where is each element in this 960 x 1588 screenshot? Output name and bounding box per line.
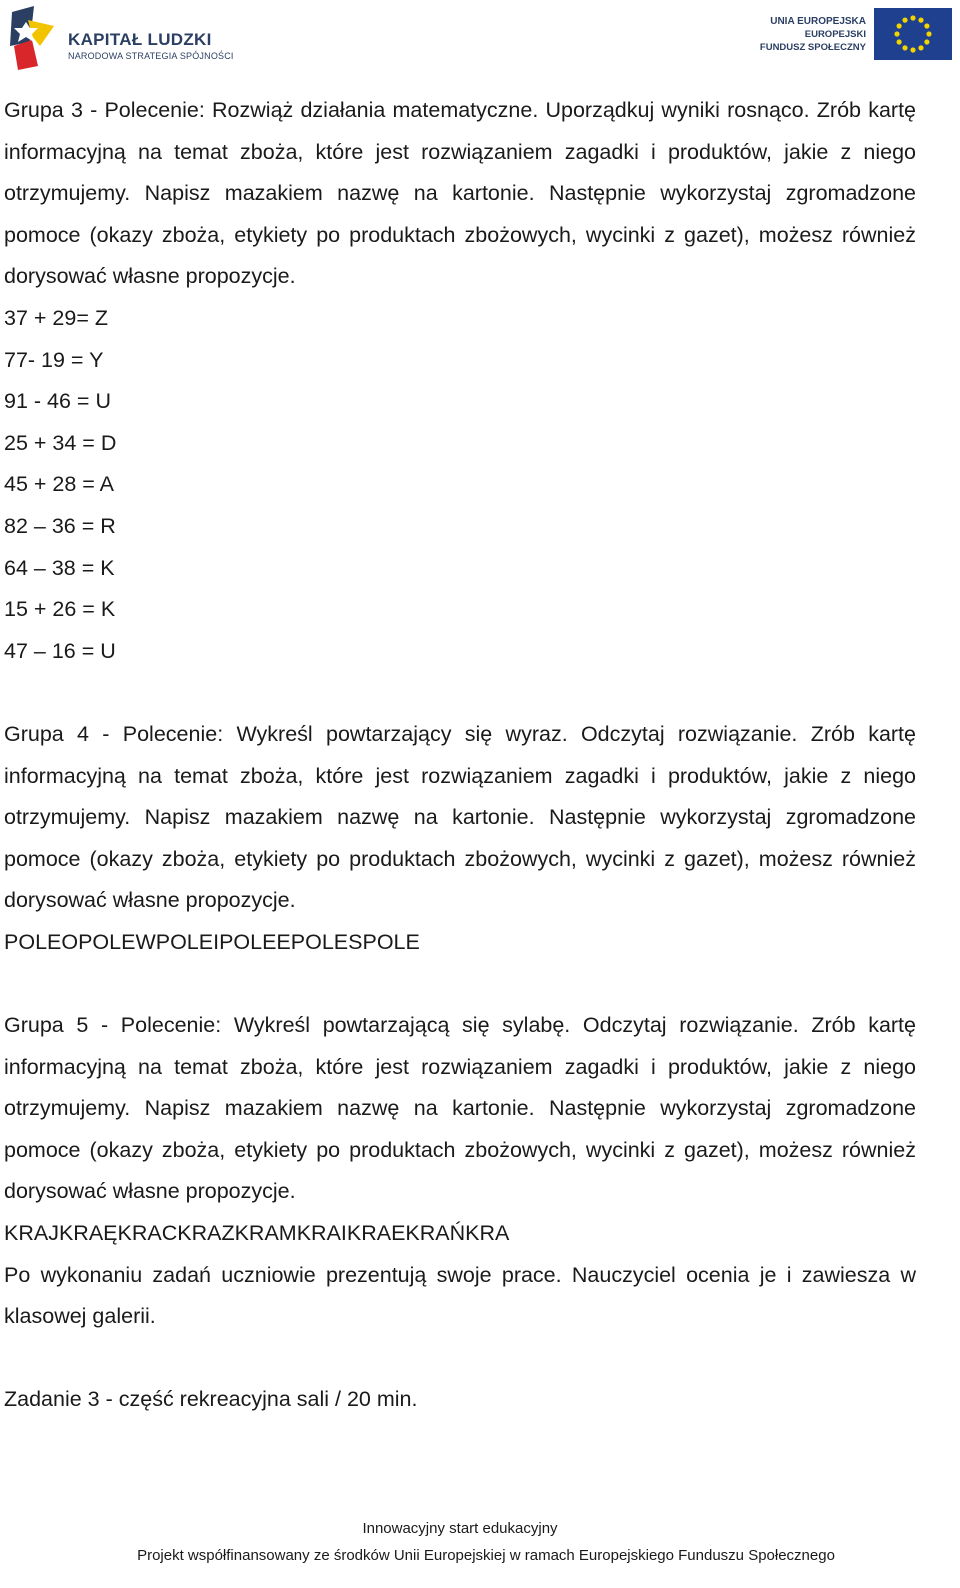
footer-funding-note: Projekt współfinansowany ze środków Unii Europejskiej w ramach Europejskiego Funduszu Społecznego bbox=[137, 1547, 835, 1564]
task3-heading: Zadanie 3 - część rekreacyjna sali / 20 min. bbox=[4, 1387, 418, 1412]
group3-equations bbox=[4, 298, 916, 672]
kapital-ludzki-emblem-icon bbox=[8, 6, 56, 72]
equation-line: 82 – 36 = R bbox=[4, 513, 116, 538]
eu-flag-icon bbox=[874, 8, 952, 60]
equation-line: 77- 19 = Y bbox=[4, 347, 104, 372]
equation-line: 91 - 46 = U bbox=[4, 389, 111, 414]
page-header bbox=[0, 0, 960, 80]
eu-line1: UNIA EUROPEJSKA bbox=[770, 16, 866, 27]
kapital-ludzki-subtitle: NARODOWA STRATEGIA SPÓJNOŚCI bbox=[68, 51, 234, 61]
kapital-ludzki-title: KAPITAŁ LUDZKI bbox=[68, 30, 212, 49]
equation-line: 15 + 26 = K bbox=[4, 597, 116, 622]
group5-puzzle: KRAJKRAĘKRACKRAZKRAMKRAIKRAEKRAŃKRA bbox=[4, 1221, 510, 1246]
spacer bbox=[4, 672, 916, 714]
group4-instruction: Grupa 4 - Polecenie: Wykreśl powtarzający się wyraz. Odczytaj rozwiązanie. Zrób kartę informacyjną na temat zboża, które jest rozwiązaniem zagadki i produktów, jakie z niego otrzymujemy. Napisz mazakiem nazwę na kartonie. Następnie wykorzystaj zgromadzone pomoce (okazy zboża, etykiety po produktach zbożowych, wycinki z gazet), możesz również dorysować własne propozycje. bbox=[4, 721, 916, 913]
kapital-ludzki-logo bbox=[8, 6, 238, 72]
document-body bbox=[4, 90, 916, 1421]
spacer bbox=[4, 1338, 916, 1380]
eu-line2: EUROPEJSKI bbox=[804, 29, 866, 40]
group3-instruction: Grupa 3 - Polecenie: Rozwiąż działania matematyczne. Uporządkuj wyniki rosnąco. Zrób kartę informacyjną na temat zboża, które jest rozwiązaniem zagadki i produktów, jakie z niego otrzymujemy. Napisz mazakiem nazwę na kartonie. Następnie wykorzystaj zgromadzone pomoce (okazy zboża, etykiety po produktach zbożowych, wycinki z gazet), możesz również dorysować własne propozycje. bbox=[4, 98, 916, 289]
eu-line3: FUNDUSZ SPOŁECZNY bbox=[759, 42, 866, 53]
eu-logo-text bbox=[760, 15, 866, 54]
equation-line: 47 – 16 = U bbox=[4, 638, 116, 663]
equation-line: 37 + 29= Z bbox=[4, 305, 108, 330]
spacer bbox=[4, 963, 916, 1005]
footer-project-name: Innowacyjny start edukacyjny bbox=[362, 1520, 558, 1537]
group4-puzzle: POLEOPOLEWPOLEIPOLEEPOLESPOLE bbox=[4, 929, 420, 954]
equation-line: 25 + 34 = D bbox=[4, 430, 117, 455]
equation-line: 64 – 38 = K bbox=[4, 555, 115, 580]
equation-line: 45 + 28 = A bbox=[4, 472, 114, 497]
closing-paragraph: Po wykonaniu zadań uczniowie prezentują swoje prace. Nauczyciel ocenia je i zawiesza w klasowej galerii. bbox=[4, 1262, 916, 1329]
group5-instruction: Grupa 5 - Polecenie: Wykreśl powtarzającą się sylabę. Odczytaj rozwiązanie. Zrób kartę informacyjną na temat zboża, które jest rozwiązaniem zagadki i produktów, jakie z niego otrzymujemy. Napisz mazakiem nazwę na kartonie. Następnie wykorzystaj zgromadzone pomoce (okazy zboża, etykiety po produktach zbożowych, wycinki z gazet), możesz również dorysować własne propozycje. bbox=[4, 1013, 916, 1204]
eu-logo bbox=[752, 8, 952, 62]
